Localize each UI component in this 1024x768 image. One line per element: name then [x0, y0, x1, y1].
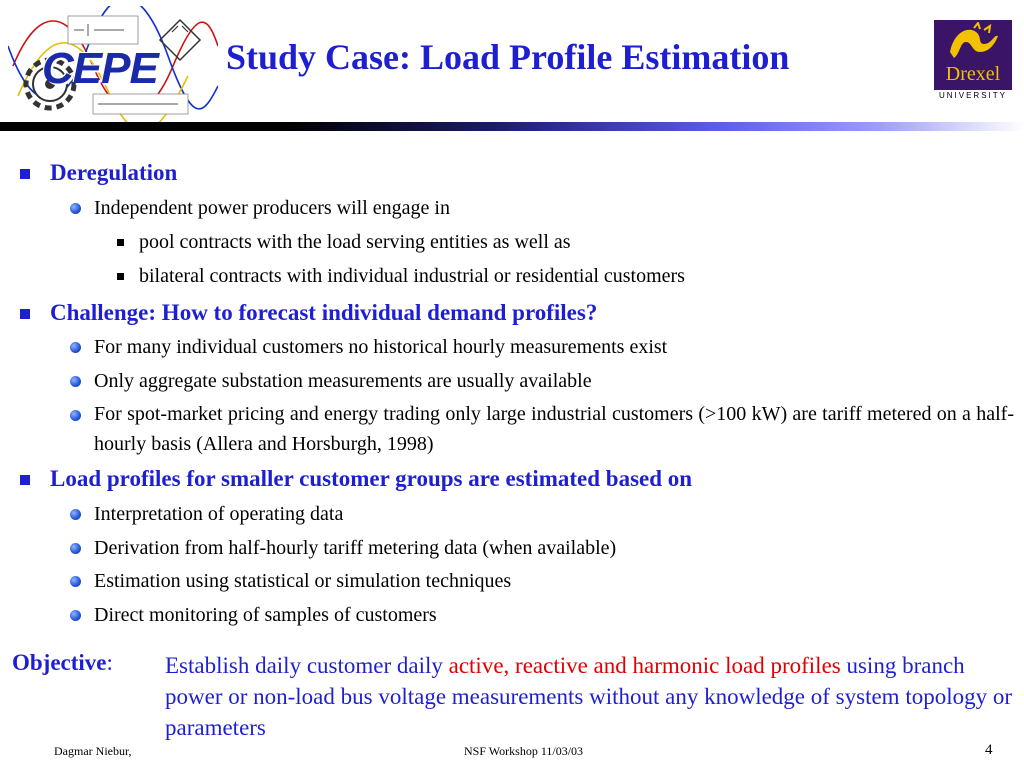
objective-colon: :: [106, 650, 113, 675]
objective-label: [12, 650, 113, 676]
small-square-bullet-icon: [117, 273, 124, 280]
square-bullet-icon: [20, 475, 30, 485]
objective-text-end: using branch power or non-load bus voltage measurements without any knowledge of system topology or parameters: [165, 653, 1013, 740]
page-number: 4: [985, 742, 993, 758]
heading-deregulation: Deregulation: [50, 160, 178, 185]
sub-bullet-pool-contracts: pool contracts with the load serving entities as well as: [139, 231, 571, 253]
sub-bullet-bilateral-contracts: bilateral contracts with individual industrial or residential customers: [139, 265, 685, 287]
objective-label-word: Objective: [12, 650, 107, 675]
bullet-independent-producers: Independent power producers will engage in: [94, 197, 450, 219]
footer-author: Dagmar Niebur,: [54, 744, 132, 758]
round-bullet-icon: [70, 203, 81, 214]
dragon-icon: [944, 22, 1002, 66]
heading-load-profiles: Load profiles for smaller customer groups are estimated based on: [50, 466, 693, 491]
bullet-tariff-metering: Derivation from half-hourly tariff metering data (when available): [94, 537, 617, 559]
objective-text: [165, 650, 1015, 743]
bullet-spot-market-pricing: For spot-market pricing and energy trading only large industrial customers (>100 kW) are tariff metered on a half-hourly basis (Allera and Horsburgh, 1998): [94, 403, 1014, 455]
square-bullet-icon: [20, 169, 30, 179]
small-square-bullet-icon: [117, 239, 124, 246]
slide-title: Study Case: Load Profile Estimation: [226, 37, 790, 77]
bullet-direct-monitoring: Direct monitoring of samples of customers: [94, 604, 437, 626]
round-bullet-icon: [70, 610, 81, 621]
objective-highlight: active, reactive and harmonic load profiles: [448, 653, 841, 678]
cepe-logo: [8, 6, 218, 124]
round-bullet-icon: [70, 543, 81, 554]
drexel-logo: [934, 20, 1012, 102]
drexel-mark: [934, 20, 1012, 90]
cepe-logo-text: CEPE: [42, 44, 158, 93]
title-divider: [0, 122, 1024, 131]
bullet-operating-data: Interpretation of operating data: [94, 503, 344, 525]
bullet-statistical-simulation: Estimation using statistical or simulation techniques: [94, 570, 512, 592]
objective-text-start: Establish daily customer daily: [165, 653, 449, 678]
footer-event: NSF Workshop 11/03/03: [464, 744, 584, 758]
bullet-no-historical-measurements: For many individual customers no historical hourly measurements exist: [94, 336, 668, 358]
round-bullet-icon: [70, 509, 81, 520]
round-bullet-icon: [70, 410, 81, 421]
round-bullet-icon: [70, 576, 81, 587]
drexel-wordmark: Drexel: [945, 63, 1001, 85]
round-bullet-icon: [70, 376, 81, 387]
heading-challenge: Challenge: How to forecast individual demand profiles?: [50, 300, 598, 325]
bullet-aggregate-measurements: Only aggregate substation measurements are usually available: [94, 370, 592, 392]
square-bullet-icon: [20, 309, 30, 319]
round-bullet-icon: [70, 342, 81, 353]
drexel-university-label: UNIVERSITY: [938, 91, 1007, 100]
